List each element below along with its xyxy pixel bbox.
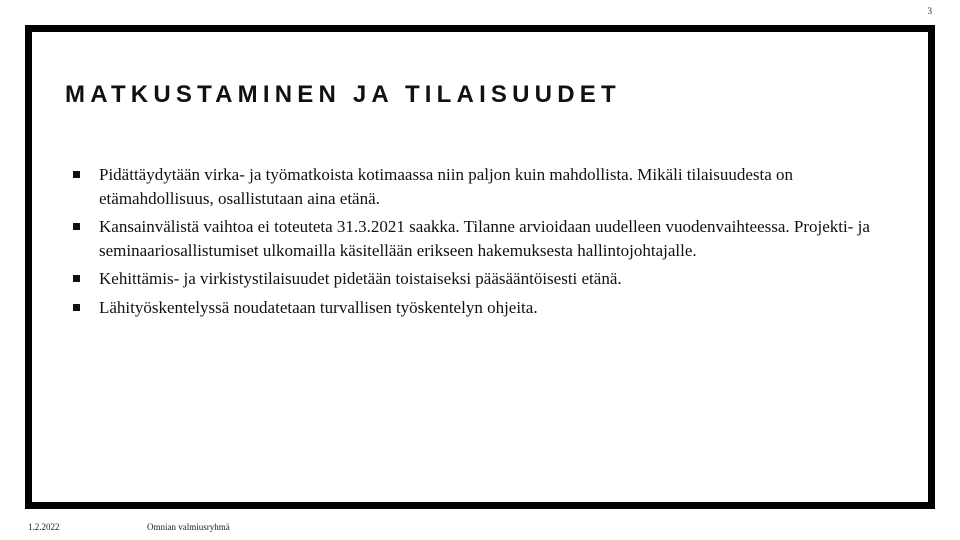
content-frame	[25, 25, 935, 509]
bullet-item	[73, 215, 873, 262]
bullet-item	[73, 267, 873, 291]
bullet-list	[73, 163, 873, 324]
square-bullet-icon	[73, 275, 80, 282]
footer-date: 1.2.2022	[28, 522, 60, 532]
square-bullet-icon	[73, 223, 80, 230]
bullet-text: Kansainvälistä vaihtoa ei toteuteta 31.3.2021 saakka. Tilanne arvioidaan uudelleen vuodenvaihteessa. Projekti- ja seminaariosallistumiset ulkomailla käsitellään erikseen hakemuksesta hallintojohtajalle.	[99, 217, 870, 260]
square-bullet-icon	[73, 171, 80, 178]
square-bullet-icon	[73, 304, 80, 311]
slide-title: MATKUSTAMINEN JA TILAISUUDET	[65, 81, 621, 108]
bullet-text: Pidättäydytään virka- ja työmatkoista kotimaassa niin paljon kuin mahdollista. Mikäli tilaisuudesta on etämahdollisuus, osallistutaan aina etänä.	[99, 165, 794, 208]
bullet-text: Kehittämis- ja virkistystilaisuudet pidetään toistaiseksi pääsääntöisesti etänä.	[99, 269, 622, 288]
bullet-text: Lähityöskentelyssä noudatetaan turvallisen työskentelyn ohjeita.	[99, 297, 538, 317]
bullet-item	[73, 163, 873, 210]
bullet-item	[73, 296, 873, 320]
page-number: 3	[927, 6, 932, 16]
footer-organization: Omnian valmiusryhmä	[147, 522, 230, 532]
